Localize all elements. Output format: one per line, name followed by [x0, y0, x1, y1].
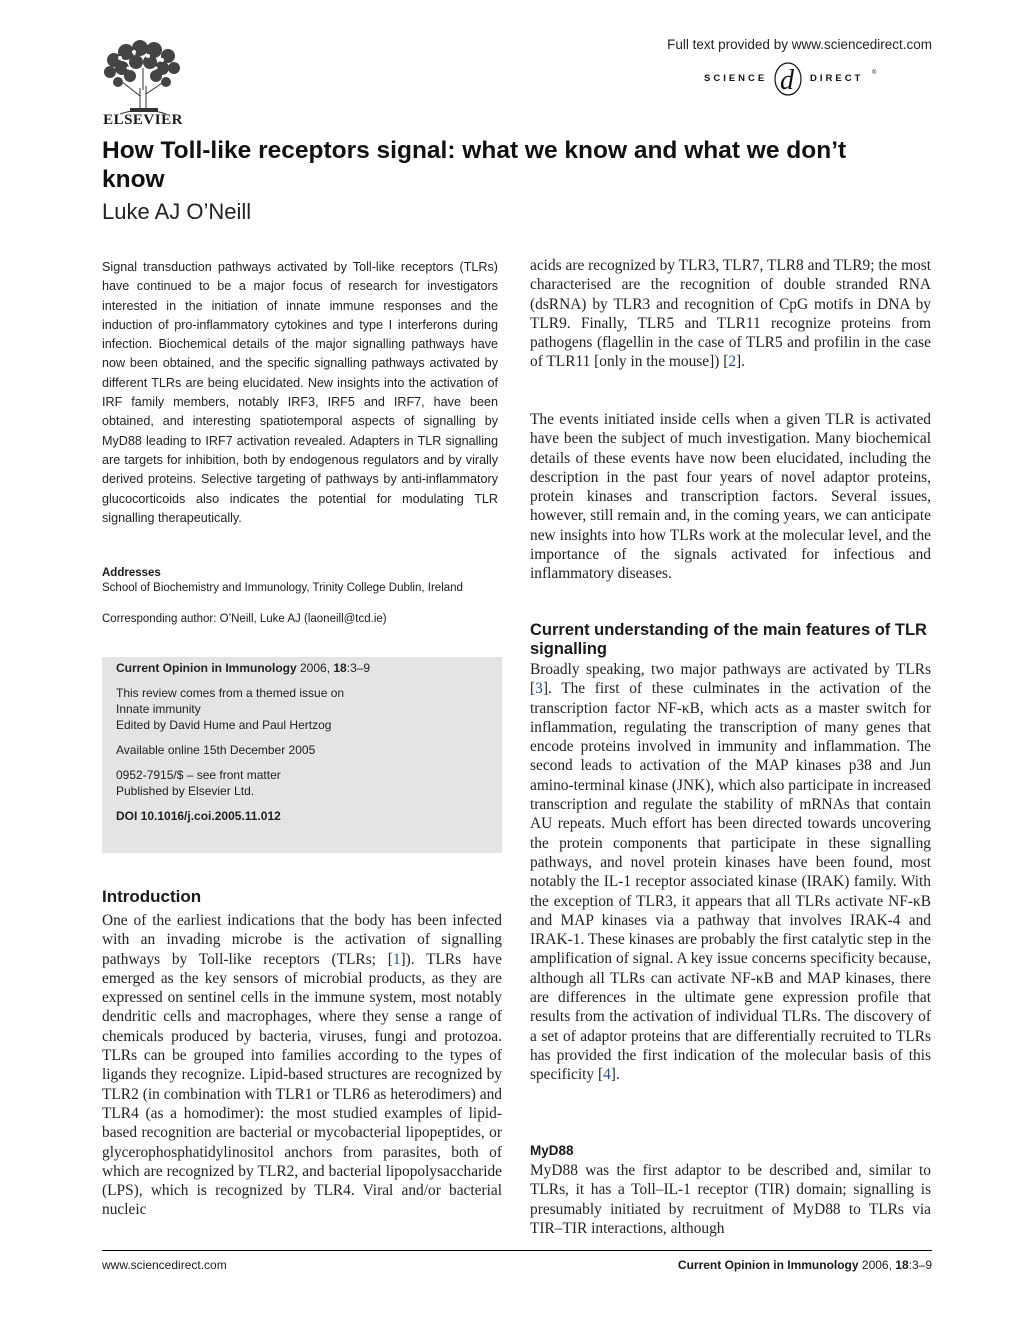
sd-logo-right: DIRECT: [810, 73, 864, 84]
themed-issue-block: [116, 685, 488, 733]
publication-block: [116, 767, 488, 799]
intro-text-a: One of the earliest indications that the body has been infected with an invading microbe is the activation of signalling pathways by Toll-like receptors (TLRs; [: [102, 912, 502, 968]
addresses-heading: Addresses: [102, 567, 161, 579]
footer-volume: 18: [895, 1258, 909, 1272]
nucleic-acid-paragraph: [530, 256, 931, 372]
citation-journal: Current Opinion in Immunology: [116, 661, 297, 675]
footer-journal: Current Opinion in Immunology: [677, 1258, 859, 1272]
article-info-box: [102, 657, 502, 853]
footer-website-link[interactable]: www.sciencedirect.com: [102, 1258, 227, 1272]
sciencedirect-logo: [700, 60, 932, 100]
ref-1-link[interactable]: 1: [392, 950, 401, 968]
myd88-heading: MyD88: [530, 1143, 574, 1158]
themed-line-3: Edited by David Hume and Paul Hertzog: [116, 718, 332, 732]
sd-logo-left: SCIENCE: [704, 73, 768, 84]
themed-line-1: This review comes from a themed issue on: [116, 686, 345, 700]
ref-3-link[interactable]: 3: [535, 680, 543, 698]
ref-2-link[interactable]: 2: [728, 353, 737, 371]
doi-link[interactable]: DOI 10.1016/j.coi.2005.11.012: [116, 809, 281, 823]
available-online: Available online 15th December 2005: [116, 743, 316, 757]
footer-citation: [530, 1258, 932, 1272]
sd-logo-mid: d: [780, 65, 794, 96]
current-text-b: ]. The first of these culminates in the activation of the transcription factor NF-κB, which acts as a master switch for inflammation, regulating the transcription of many genes that encode proteins involved in immunity and inflammation. The second leads to activation of the MAP kinases p38 and Jun amino-terminal kinase (JNK), which also participate in increased transcription and regulate the stability of mRNAs that contain AU repeats. Much effort has been directed towards uncovering the protein components that participate in these signalling pathways, and novel protein kinases have been found, most notably the IL-1 receptor associated kinase (IRAK) family. With the exception of TLR3, it appears that all TLRs activate NF-κB and MAP kinases via a pathway that involves IRAK-4 and IRAK-1. These kinases are probably the first catalytic step in the amplification of signal. A key issue concerns specificity because, although all TLRs can activate NF-κB and MAP kinases, there are differences in the ultimate gene expression profile that results from the activation of individual TLRs. The discovery of a set of adaptor proteins that are differentially recruited to TLRs has provided the first indication of the molecular basis of this specificity [: [530, 680, 931, 1084]
article-author: Luke AJ O’Neill: [102, 199, 252, 224]
current-text-a: Broadly speaking, two major pathways are activated by TLRs [: [530, 661, 931, 698]
article-title: How Toll-like receptors signal: what we know and what we don’t know: [102, 137, 847, 193]
footer-pages: :3–9: [908, 1258, 932, 1272]
footer-divider: [102, 1250, 932, 1251]
current-text-c: ].: [610, 1066, 620, 1084]
introduction-heading: Introduction: [102, 887, 202, 906]
footer-year: 2006,: [861, 1258, 892, 1272]
myd88-text: MyD88 was the first adaptor to be described and, similar to TLRs, it has a Toll–IL-1 receptor (TIR) domain; signalling is presumably initiated by recruitment of MyD88 to TLRs via TIR–TIR interactions, although: [530, 1162, 931, 1237]
intro-text-b: ]). TLRs have emerged as the key sensors of microbial products, as they are expressed on sentinel cells in the immune system, most notably dendritic cells and macrophages, where they sense a range of chemicals produced by bacteria, viruses, fungi and protozoa. TLRs can be grouped into families according to the types of ligands they recognize. Lipid-based structures are recognized by TLR2 (in combination with TLR1 or TLR6 as heterodimers) and TLR4 (as a homodimer): the most studied examples of lipid-based recognition are bacterial or mycobacterial lipopeptides, or glycerophosphatidylinositol anchors from parasites, both of which are recognized by TLR2, and bacterial lipopolysaccharide (LPS), which is recognized by TLR4. Viral and/or bacterial nucleic: [102, 950, 502, 1219]
abstract: Signal transduction pathways activated by Toll-like receptors (TLRs) have continued to be a major focus of research for investigators interested in the initiation of innate immune responses and the induction of pro-inflammatory cytokines and type I interferons during infection. Biochemical details of the major signalling pathways have now been obtained, and the specific signalling pathways activated by different TLRs are being elucidated. New insights into the activation of IRF family members, notably IRF3, IRF5 and IRF7, have been obtained, and interesting spatiotemporal aspects of signalling by MyD88 leading to IRF7 activation revealed. Adapters in TLR signalling are targets for inhibition, both by endogenous regulators and by virally derived proteins. Selective targeting of pathways by anti-inflammatory glucocorticoids also indicates the potential for modulating TLR signalling therapeutically.: [102, 260, 498, 525]
current-understanding-text: [530, 660, 931, 1085]
introduction-text: [102, 911, 502, 1220]
published-line: Published by Elsevier Ltd.: [116, 784, 255, 798]
right1-text-a: acids are recognized by TLR3, TLR7, TLR8 and TLR9; the most characterised are the recognition of double stranded RNA (dsRNA) by TLR3 and recognition of CpG motifs in DNA by TLR9. Finally, TLR5 and TLR11 recognize proteins from pathogens (flagellin in the case of TLR5 and profilin in the case of TLR11 [only in the mouse]) [: [530, 257, 931, 371]
citation-volume: 18: [333, 661, 347, 675]
ref-4-link[interactable]: 4: [603, 1066, 611, 1084]
citation-year: 2006,: [300, 661, 331, 675]
citation-line: [116, 660, 488, 676]
citation-pages: :3–9: [346, 661, 371, 675]
themed-line-2: Innate immunity: [116, 702, 201, 716]
corresponding-author: Corresponding author: O’Neill, Luke AJ (laoneill@tcd.ie): [102, 613, 387, 625]
current-understanding-heading: Current understanding of the main features of TLR signalling: [530, 621, 927, 658]
right1-text-b: ].: [736, 353, 746, 371]
sd-logo-mark: ®: [872, 70, 877, 76]
events-paragraph: The events initiated inside cells when a given TLR is activated have been the subject of much investigation. Many biochemical details of these events have now been elucidated, including the description in the past four years of novel adaptor proteins, protein kinases and transcription factors. Several issues, however, still remain and, in the coming years, we can anticipate new insights into how TLRs work at the molecular level, and the importance of the signals activated for infectious and inflammatory diseases.: [530, 411, 931, 583]
addresses-text: School of Biochemistry and Immunology, Trinity College Dublin, Ireland: [102, 582, 463, 594]
publisher-name: ELSEVIER: [103, 112, 183, 128]
fulltext-note[interactable]: Full text provided by www.sciencedirect.com: [667, 37, 932, 52]
issn-line: 0952-7915/$ – see front matter: [116, 768, 281, 782]
